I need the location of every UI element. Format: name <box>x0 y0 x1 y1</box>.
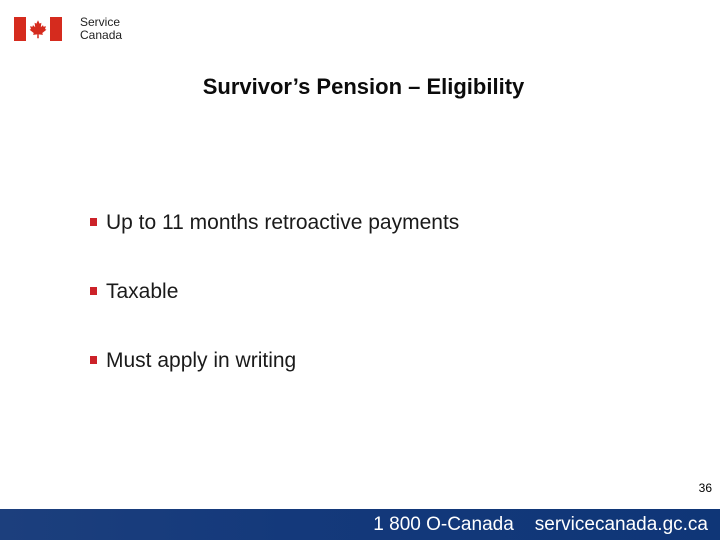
service-canada-logo <box>14 16 122 41</box>
brand-line-canada: Canada <box>80 27 123 42</box>
footer-phone: 1 800 O-Canada <box>373 513 514 535</box>
brand-wordmark <box>80 16 122 41</box>
canada-flag-icon <box>14 17 62 41</box>
bullet-item <box>90 277 459 307</box>
bullet-item <box>90 208 459 238</box>
bullet-square-icon <box>90 356 97 364</box>
footer-bar <box>0 509 720 540</box>
bullet-text: Up to 11 months retroactive payments <box>106 211 460 234</box>
bullet-square-icon <box>90 218 97 226</box>
bullet-item <box>90 346 459 376</box>
bullet-text: Must apply in writing <box>106 349 297 372</box>
bullet-square-icon <box>90 287 97 295</box>
brand-line-service: Service <box>80 15 121 29</box>
footer-url: servicecanada.gc.ca <box>534 513 708 535</box>
bullet-text: Taxable <box>106 280 179 303</box>
page-number: 36 <box>698 481 712 495</box>
bullet-list <box>90 208 459 415</box>
slide-title: Survivor’s Pension – Eligibility <box>202 74 525 99</box>
